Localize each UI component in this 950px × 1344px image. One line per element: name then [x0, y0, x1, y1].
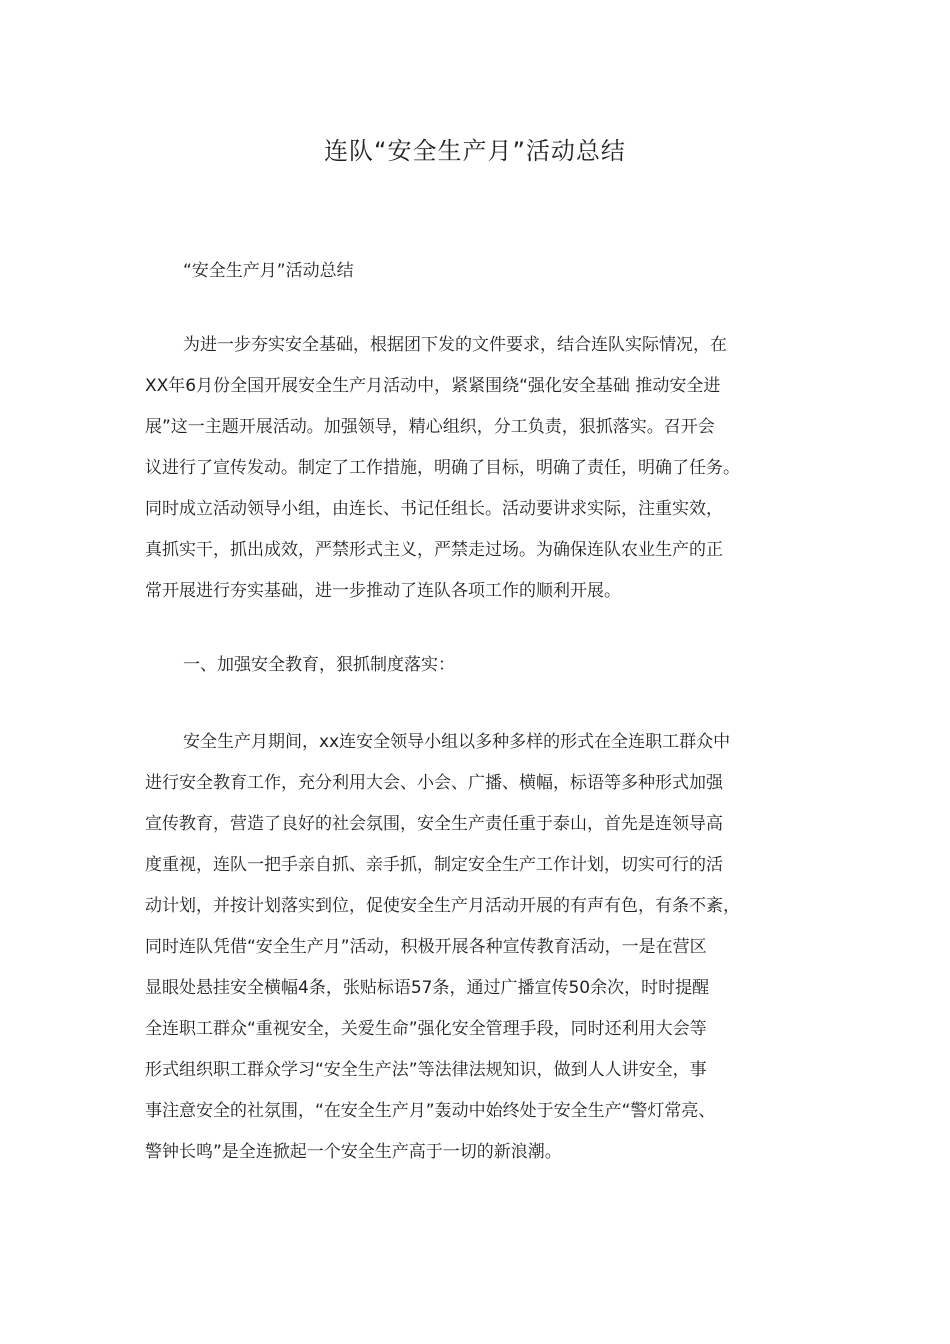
- paragraph-safety-education: [145, 722, 825, 1173]
- paragraph-line: 同时成立活动领导小组，由连长、书记任组长。活动要讲求实际，注重实效，: [145, 499, 723, 519]
- paragraph-line: 常开展进行夯实基础，进一步推动了连队各项工作的顺利开展。: [145, 581, 621, 601]
- document-title: 连队“安全生产月”活动总结: [324, 137, 626, 165]
- paragraph-line: XX年6月份全国开展安全生产月活动中，紧紧围绕“强化安全基础 推动安全进: [145, 376, 721, 396]
- paragraph-intro: [145, 325, 825, 612]
- section-heading: 一、加强安全教育，狠抓制度落实：: [183, 655, 455, 675]
- paragraph-line: 为进一步夯实安全基础，根据团下发的文件要求，结合连队实际情况，在: [183, 335, 727, 355]
- paragraph-line: 安全生产月期间，xx连安全领导小组以多种多样的形式在全连职工群众中: [183, 732, 731, 752]
- paragraph-line: 进行安全教育工作，充分利用大会、小会、广播、横幅，标语等多种形式加强: [145, 773, 723, 793]
- paragraph-line: 度重视，连队一把手亲自抓、亲手抓，制定安全生产工作计划，切实可行的活: [145, 855, 723, 875]
- paragraph-line: 全连职工群众“重视安全，关爱生命”强化安全管理手段，同时还利用大会等: [145, 1019, 707, 1039]
- paragraph-line: 动计划，并按计划落实到位，促使安全生产月活动开展的有声有色，有条不紊，: [145, 896, 740, 916]
- paragraph-line: 形式组织职工群众学习“安全生产法”等法律法规知识，做到人人讲安全，事: [145, 1060, 707, 1080]
- paragraph-line: 真抓实干，抓出成效，严禁形式主义，严禁走过场。为确保连队农业生产的正: [145, 540, 723, 560]
- paragraph-line: 同时连队凭借“安全生产月”活动，积极开展各种宣传教育活动，一是在营区: [145, 937, 707, 957]
- paragraph-line: 警钟长鸣”是全连掀起一个安全生产高于一切的新浪潮。: [145, 1142, 562, 1162]
- paragraph-line: 显眼处悬挂安全横幅4条，张贴标语57条，通过广播宣传50余次，时时提醒: [145, 978, 710, 998]
- paragraph-line: 展”这一主题开展活动。加强领导，精心组织，分工负责，狠抓落实。召开会: [145, 417, 715, 437]
- paragraph-line: 宣传教育，营造了良好的社会氛围，安全生产责任重于泰山，首先是连领导高: [145, 814, 723, 834]
- document-subtitle: “安全生产月”活动总结: [183, 261, 354, 281]
- paragraph-line: 议进行了宣传发动。制定了工作措施，明确了目标，明确了责任，明确了任务。: [145, 458, 740, 478]
- paragraph-line: 事注意安全的社氛围，“在安全生产月”轰动中始终处于安全生产“警灯常亮、: [145, 1101, 716, 1121]
